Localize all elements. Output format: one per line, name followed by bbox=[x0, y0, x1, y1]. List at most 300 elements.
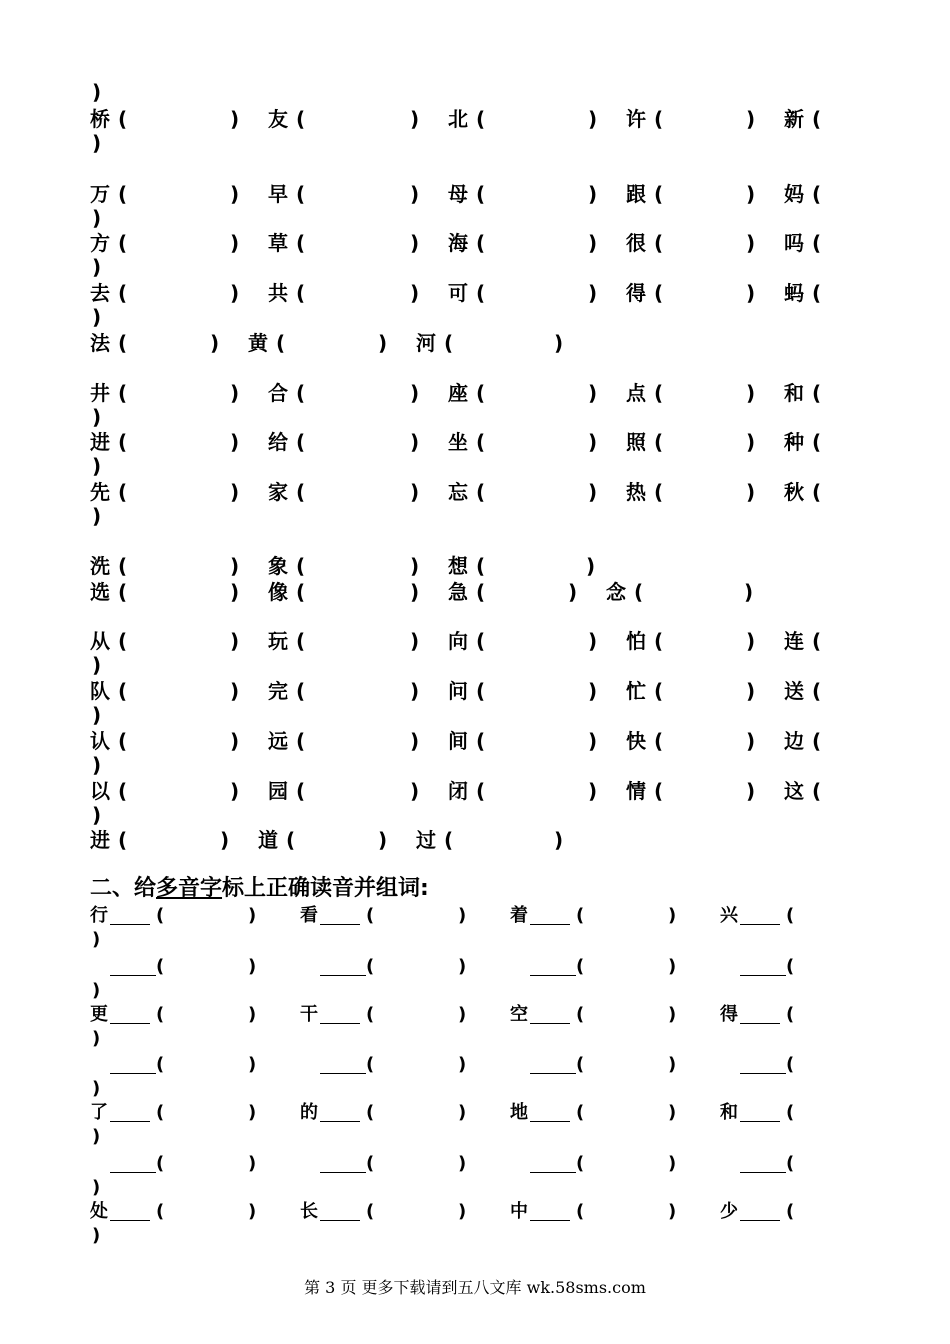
open-paren: ( bbox=[812, 381, 822, 405]
open-paren: ( bbox=[476, 679, 486, 703]
close-paren: ) bbox=[668, 1102, 677, 1123]
pinyin-char: 蚂 bbox=[784, 281, 804, 305]
pinyin-char: 很 bbox=[626, 231, 646, 255]
pinyin-char: 进 bbox=[90, 430, 110, 454]
answer-blank bbox=[110, 957, 156, 976]
pinyin-char: 闭 bbox=[448, 779, 468, 803]
close-paren: ) bbox=[410, 580, 420, 604]
answer-blank bbox=[740, 906, 780, 925]
pinyin-char: 坐 bbox=[448, 430, 468, 454]
close-paren: ) bbox=[588, 779, 598, 803]
open-paren: ( bbox=[476, 779, 486, 803]
open-paren: ( bbox=[296, 679, 306, 703]
open-paren: ( bbox=[296, 430, 306, 454]
pinyin-char: 玩 bbox=[268, 629, 288, 653]
close-paren: ) bbox=[746, 281, 756, 305]
open-paren: ( bbox=[812, 107, 822, 131]
close-paren: ) bbox=[410, 679, 420, 703]
answer-blank bbox=[740, 1202, 780, 1221]
open-paren: ( bbox=[156, 1153, 165, 1174]
close-paren-wrapped: ) bbox=[92, 1225, 101, 1246]
open-paren: ( bbox=[296, 182, 306, 206]
open-paren: ( bbox=[296, 779, 306, 803]
close-paren: ) bbox=[248, 1004, 257, 1025]
open-paren: ( bbox=[634, 580, 644, 604]
pinyin-char: 北 bbox=[448, 107, 468, 131]
pinyin-char: 共 bbox=[268, 281, 288, 305]
open-paren: ( bbox=[296, 281, 306, 305]
close-paren-wrapped: ) bbox=[92, 653, 102, 677]
close-paren: ) bbox=[588, 430, 598, 454]
pinyin-char: 热 bbox=[626, 480, 646, 504]
close-paren: ) bbox=[410, 729, 420, 753]
heading-prefix: 二、给 bbox=[90, 876, 157, 901]
close-paren: ) bbox=[668, 956, 677, 977]
close-paren-wrapped: ) bbox=[92, 803, 102, 827]
answer-blank bbox=[530, 906, 570, 925]
answer-blank bbox=[320, 1005, 360, 1024]
open-paren: ( bbox=[786, 1153, 795, 1174]
close-paren: ) bbox=[230, 554, 240, 578]
open-paren: ( bbox=[786, 1102, 795, 1123]
close-paren: ) bbox=[588, 107, 598, 131]
close-paren: ) bbox=[746, 779, 756, 803]
pinyin-char: 跟 bbox=[626, 182, 646, 206]
polyphonic-char: 行 bbox=[90, 905, 108, 926]
close-paren: ) bbox=[410, 430, 420, 454]
close-paren: ) bbox=[588, 480, 598, 504]
open-paren: ( bbox=[118, 182, 128, 206]
close-paren: ) bbox=[378, 331, 388, 355]
close-paren: ) bbox=[230, 381, 240, 405]
open-paren: ( bbox=[654, 779, 664, 803]
heading-suffix: 标上正确读音并组词: bbox=[222, 876, 429, 901]
close-paren-wrapped: ) bbox=[92, 454, 102, 478]
pinyin-char: 友 bbox=[268, 107, 288, 131]
close-paren: ) bbox=[568, 580, 578, 604]
open-paren: ( bbox=[476, 480, 486, 504]
open-paren: ( bbox=[812, 729, 822, 753]
close-paren: ) bbox=[458, 1054, 467, 1075]
open-paren: ( bbox=[366, 1102, 375, 1123]
pinyin-char: 方 bbox=[90, 231, 110, 255]
close-paren: ) bbox=[248, 956, 257, 977]
close-paren: ) bbox=[458, 956, 467, 977]
pinyin-char: 远 bbox=[268, 729, 288, 753]
open-paren: ( bbox=[296, 231, 306, 255]
pinyin-char: 忘 bbox=[448, 480, 468, 504]
close-paren-wrapped: ) bbox=[92, 1078, 101, 1099]
heading-underlined: 多音字 bbox=[156, 876, 223, 901]
open-paren: ( bbox=[156, 1054, 165, 1075]
close-paren: ) bbox=[458, 905, 467, 926]
polyphonic-char: 和 bbox=[720, 1102, 738, 1123]
close-paren: ) bbox=[410, 281, 420, 305]
close-paren: ) bbox=[746, 107, 756, 131]
pinyin-char: 种 bbox=[784, 430, 804, 454]
answer-blank bbox=[320, 906, 360, 925]
open-paren: ( bbox=[296, 107, 306, 131]
close-paren: ) bbox=[410, 779, 420, 803]
polyphonic-char: 处 bbox=[90, 1201, 108, 1222]
pinyin-char: 万 bbox=[90, 182, 110, 206]
open-paren: ( bbox=[118, 331, 128, 355]
polyphonic-char: 看 bbox=[300, 905, 318, 926]
close-paren: ) bbox=[230, 107, 240, 131]
open-paren: ( bbox=[476, 182, 486, 206]
open-paren: ( bbox=[576, 1054, 585, 1075]
pinyin-char: 忙 bbox=[626, 679, 646, 703]
open-paren: ( bbox=[654, 381, 664, 405]
answer-blank bbox=[740, 1005, 780, 1024]
answer-blank bbox=[530, 1202, 570, 1221]
answer-blank bbox=[110, 1202, 150, 1221]
pinyin-char: 海 bbox=[448, 231, 468, 255]
pinyin-char: 合 bbox=[268, 381, 288, 405]
close-paren: ) bbox=[230, 580, 240, 604]
answer-blank bbox=[320, 1154, 366, 1173]
pinyin-char: 连 bbox=[784, 629, 804, 653]
close-paren-wrapped: ) bbox=[92, 1177, 101, 1198]
close-paren-wrapped: ) bbox=[92, 1126, 101, 1147]
wrapped-close-paren: ) bbox=[92, 80, 102, 104]
answer-blank bbox=[530, 957, 576, 976]
close-paren: ) bbox=[230, 430, 240, 454]
pinyin-char: 妈 bbox=[784, 182, 804, 206]
open-paren: ( bbox=[786, 905, 795, 926]
open-paren: ( bbox=[786, 1201, 795, 1222]
answer-blank bbox=[320, 1103, 360, 1122]
open-paren: ( bbox=[118, 629, 128, 653]
open-paren: ( bbox=[576, 956, 585, 977]
open-paren: ( bbox=[366, 1004, 375, 1025]
open-paren: ( bbox=[118, 729, 128, 753]
polyphonic-char: 少 bbox=[720, 1201, 738, 1222]
pinyin-char: 得 bbox=[626, 281, 646, 305]
open-paren: ( bbox=[476, 107, 486, 131]
pinyin-char: 急 bbox=[448, 580, 468, 604]
answer-blank bbox=[320, 1202, 360, 1221]
open-paren: ( bbox=[476, 430, 486, 454]
pinyin-char: 桥 bbox=[90, 107, 110, 131]
close-paren: ) bbox=[230, 182, 240, 206]
close-paren: ) bbox=[248, 1102, 257, 1123]
answer-blank bbox=[110, 1103, 150, 1122]
open-paren: ( bbox=[812, 281, 822, 305]
polyphonic-char: 更 bbox=[90, 1004, 108, 1025]
pinyin-char: 情 bbox=[626, 779, 646, 803]
open-paren: ( bbox=[812, 629, 822, 653]
polyphonic-char: 兴 bbox=[720, 905, 738, 926]
close-paren: ) bbox=[230, 729, 240, 753]
open-paren: ( bbox=[156, 956, 165, 977]
open-paren: ( bbox=[118, 231, 128, 255]
open-paren: ( bbox=[276, 331, 286, 355]
answer-blank bbox=[740, 1055, 786, 1074]
open-paren: ( bbox=[118, 828, 128, 852]
open-paren: ( bbox=[654, 231, 664, 255]
open-paren: ( bbox=[654, 107, 664, 131]
open-paren: ( bbox=[118, 107, 128, 131]
pinyin-char: 念 bbox=[606, 580, 626, 604]
open-paren: ( bbox=[444, 331, 454, 355]
close-paren: ) bbox=[378, 828, 388, 852]
polyphonic-char: 干 bbox=[300, 1004, 318, 1025]
open-paren: ( bbox=[286, 828, 296, 852]
answer-blank bbox=[740, 1154, 786, 1173]
pinyin-char: 认 bbox=[90, 729, 110, 753]
close-paren: ) bbox=[410, 381, 420, 405]
open-paren: ( bbox=[476, 381, 486, 405]
answer-blank bbox=[110, 1005, 150, 1024]
close-paren: ) bbox=[410, 480, 420, 504]
answer-blank bbox=[740, 957, 786, 976]
open-paren: ( bbox=[156, 1201, 165, 1222]
close-paren-wrapped: ) bbox=[92, 703, 102, 727]
open-paren: ( bbox=[576, 1153, 585, 1174]
pinyin-char: 进 bbox=[90, 828, 110, 852]
open-paren: ( bbox=[476, 554, 486, 578]
answer-blank bbox=[530, 1055, 576, 1074]
close-paren: ) bbox=[588, 381, 598, 405]
open-paren: ( bbox=[576, 905, 585, 926]
pinyin-char: 送 bbox=[784, 679, 804, 703]
polyphonic-char: 的 bbox=[300, 1102, 318, 1123]
open-paren: ( bbox=[576, 1004, 585, 1025]
close-paren: ) bbox=[668, 1004, 677, 1025]
close-paren: ) bbox=[554, 331, 564, 355]
close-paren: ) bbox=[668, 905, 677, 926]
close-paren: ) bbox=[248, 1153, 257, 1174]
answer-blank bbox=[530, 1154, 576, 1173]
answer-blank bbox=[110, 1055, 156, 1074]
close-paren: ) bbox=[746, 430, 756, 454]
pinyin-char: 以 bbox=[90, 779, 110, 803]
open-paren: ( bbox=[156, 1102, 165, 1123]
open-paren: ( bbox=[118, 430, 128, 454]
open-paren: ( bbox=[366, 1201, 375, 1222]
close-paren: ) bbox=[746, 381, 756, 405]
pinyin-char: 洗 bbox=[90, 554, 110, 578]
close-paren: ) bbox=[410, 107, 420, 131]
close-paren: ) bbox=[230, 281, 240, 305]
close-paren: ) bbox=[746, 182, 756, 206]
open-paren: ( bbox=[118, 554, 128, 578]
close-paren: ) bbox=[588, 629, 598, 653]
close-paren: ) bbox=[410, 182, 420, 206]
open-paren: ( bbox=[476, 629, 486, 653]
pinyin-char: 许 bbox=[626, 107, 646, 131]
pinyin-char: 草 bbox=[268, 231, 288, 255]
close-paren: ) bbox=[588, 679, 598, 703]
close-paren: ) bbox=[746, 679, 756, 703]
answer-blank bbox=[320, 1055, 366, 1074]
pinyin-char: 黄 bbox=[248, 331, 268, 355]
pinyin-char: 河 bbox=[416, 331, 436, 355]
open-paren: ( bbox=[296, 629, 306, 653]
close-paren: ) bbox=[746, 231, 756, 255]
open-paren: ( bbox=[366, 1153, 375, 1174]
close-paren: ) bbox=[230, 480, 240, 504]
pinyin-char: 井 bbox=[90, 381, 110, 405]
close-paren-wrapped: ) bbox=[92, 206, 102, 230]
open-paren: ( bbox=[366, 1054, 375, 1075]
pinyin-char: 新 bbox=[784, 107, 804, 131]
close-paren-wrapped: ) bbox=[92, 305, 102, 329]
close-paren: ) bbox=[554, 828, 564, 852]
open-paren: ( bbox=[786, 956, 795, 977]
open-paren: ( bbox=[444, 828, 454, 852]
open-paren: ( bbox=[812, 480, 822, 504]
polyphonic-char: 了 bbox=[90, 1102, 108, 1123]
open-paren: ( bbox=[476, 281, 486, 305]
open-paren: ( bbox=[812, 779, 822, 803]
close-paren: ) bbox=[230, 679, 240, 703]
close-paren: ) bbox=[588, 281, 598, 305]
pinyin-char: 园 bbox=[268, 779, 288, 803]
close-paren: ) bbox=[230, 629, 240, 653]
pinyin-char: 先 bbox=[90, 480, 110, 504]
open-paren: ( bbox=[786, 1004, 795, 1025]
open-paren: ( bbox=[118, 281, 128, 305]
answer-blank bbox=[740, 1103, 780, 1122]
answer-blank bbox=[110, 1154, 156, 1173]
close-paren-wrapped: ) bbox=[92, 980, 101, 1001]
pinyin-char: 家 bbox=[268, 480, 288, 504]
open-paren: ( bbox=[296, 480, 306, 504]
open-paren: ( bbox=[118, 381, 128, 405]
close-paren: ) bbox=[668, 1201, 677, 1222]
open-paren: ( bbox=[118, 779, 128, 803]
open-paren: ( bbox=[786, 1054, 795, 1075]
answer-blank bbox=[320, 957, 366, 976]
close-paren-wrapped: ) bbox=[92, 405, 102, 429]
pinyin-char: 可 bbox=[448, 281, 468, 305]
pinyin-char: 象 bbox=[268, 554, 288, 578]
close-paren-wrapped: ) bbox=[92, 929, 101, 950]
open-paren: ( bbox=[296, 554, 306, 578]
open-paren: ( bbox=[576, 1201, 585, 1222]
pinyin-char: 座 bbox=[448, 381, 468, 405]
open-paren: ( bbox=[156, 1004, 165, 1025]
open-paren: ( bbox=[366, 905, 375, 926]
pinyin-char: 边 bbox=[784, 729, 804, 753]
pinyin-char: 点 bbox=[626, 381, 646, 405]
close-paren-wrapped: ) bbox=[92, 753, 102, 777]
open-paren: ( bbox=[812, 231, 822, 255]
close-paren: ) bbox=[744, 580, 754, 604]
pinyin-char: 法 bbox=[90, 331, 110, 355]
close-paren-wrapped: ) bbox=[92, 504, 102, 528]
pinyin-char: 想 bbox=[448, 554, 468, 578]
pinyin-char: 早 bbox=[268, 182, 288, 206]
polyphonic-char: 得 bbox=[720, 1004, 738, 1025]
close-paren: ) bbox=[248, 1054, 257, 1075]
open-paren: ( bbox=[812, 679, 822, 703]
close-paren: ) bbox=[458, 1004, 467, 1025]
pinyin-char: 秋 bbox=[784, 480, 804, 504]
close-paren: ) bbox=[410, 554, 420, 578]
close-paren: ) bbox=[248, 1201, 257, 1222]
section-heading bbox=[90, 876, 429, 902]
close-paren: ) bbox=[588, 182, 598, 206]
open-paren: ( bbox=[476, 729, 486, 753]
polyphonic-char: 空 bbox=[510, 1004, 528, 1025]
close-paren: ) bbox=[668, 1153, 677, 1174]
open-paren: ( bbox=[156, 905, 165, 926]
pinyin-char: 问 bbox=[448, 679, 468, 703]
pinyin-char: 给 bbox=[268, 430, 288, 454]
open-paren: ( bbox=[812, 430, 822, 454]
close-paren-wrapped: ) bbox=[92, 255, 102, 279]
open-paren: ( bbox=[296, 381, 306, 405]
open-paren: ( bbox=[476, 580, 486, 604]
pinyin-char: 怕 bbox=[626, 629, 646, 653]
pinyin-char: 向 bbox=[448, 629, 468, 653]
pinyin-char: 队 bbox=[90, 679, 110, 703]
answer-blank bbox=[530, 1103, 570, 1122]
open-paren: ( bbox=[654, 430, 664, 454]
open-paren: ( bbox=[576, 1102, 585, 1123]
close-paren-wrapped: ) bbox=[92, 131, 102, 155]
open-paren: ( bbox=[476, 231, 486, 255]
polyphonic-char: 着 bbox=[510, 905, 528, 926]
pinyin-char: 选 bbox=[90, 580, 110, 604]
open-paren: ( bbox=[654, 281, 664, 305]
pinyin-char: 过 bbox=[416, 828, 436, 852]
close-paren: ) bbox=[588, 231, 598, 255]
close-paren: ) bbox=[230, 779, 240, 803]
pinyin-char: 吗 bbox=[784, 231, 804, 255]
answer-blank bbox=[110, 906, 150, 925]
close-paren: ) bbox=[586, 554, 596, 578]
close-paren: ) bbox=[410, 629, 420, 653]
pinyin-char: 从 bbox=[90, 629, 110, 653]
pinyin-char: 母 bbox=[448, 182, 468, 206]
close-paren: ) bbox=[668, 1054, 677, 1075]
pinyin-char: 道 bbox=[258, 828, 278, 852]
pinyin-char: 这 bbox=[784, 779, 804, 803]
open-paren: ( bbox=[118, 580, 128, 604]
pinyin-char: 照 bbox=[626, 430, 646, 454]
close-paren: ) bbox=[248, 905, 257, 926]
open-paren: ( bbox=[118, 480, 128, 504]
close-paren: ) bbox=[458, 1102, 467, 1123]
close-paren: ) bbox=[410, 231, 420, 255]
close-paren: ) bbox=[458, 1201, 467, 1222]
open-paren: ( bbox=[118, 679, 128, 703]
open-paren: ( bbox=[654, 182, 664, 206]
pinyin-char: 间 bbox=[448, 729, 468, 753]
polyphonic-char: 地 bbox=[510, 1102, 528, 1123]
open-paren: ( bbox=[654, 480, 664, 504]
close-paren: ) bbox=[458, 1153, 467, 1174]
close-paren-wrapped: ) bbox=[92, 1028, 101, 1049]
open-paren: ( bbox=[812, 182, 822, 206]
open-paren: ( bbox=[654, 679, 664, 703]
pinyin-char: 完 bbox=[268, 679, 288, 703]
close-paren: ) bbox=[210, 331, 220, 355]
open-paren: ( bbox=[296, 580, 306, 604]
answer-blank bbox=[530, 1005, 570, 1024]
close-paren: ) bbox=[230, 231, 240, 255]
open-paren: ( bbox=[654, 629, 664, 653]
page-footer: 第 3 页 更多下载请到五八文库 wk.58sms.com bbox=[304, 1278, 646, 1297]
pinyin-char: 去 bbox=[90, 281, 110, 305]
pinyin-char: 快 bbox=[626, 729, 646, 753]
close-paren: ) bbox=[588, 729, 598, 753]
close-paren: ) bbox=[746, 629, 756, 653]
